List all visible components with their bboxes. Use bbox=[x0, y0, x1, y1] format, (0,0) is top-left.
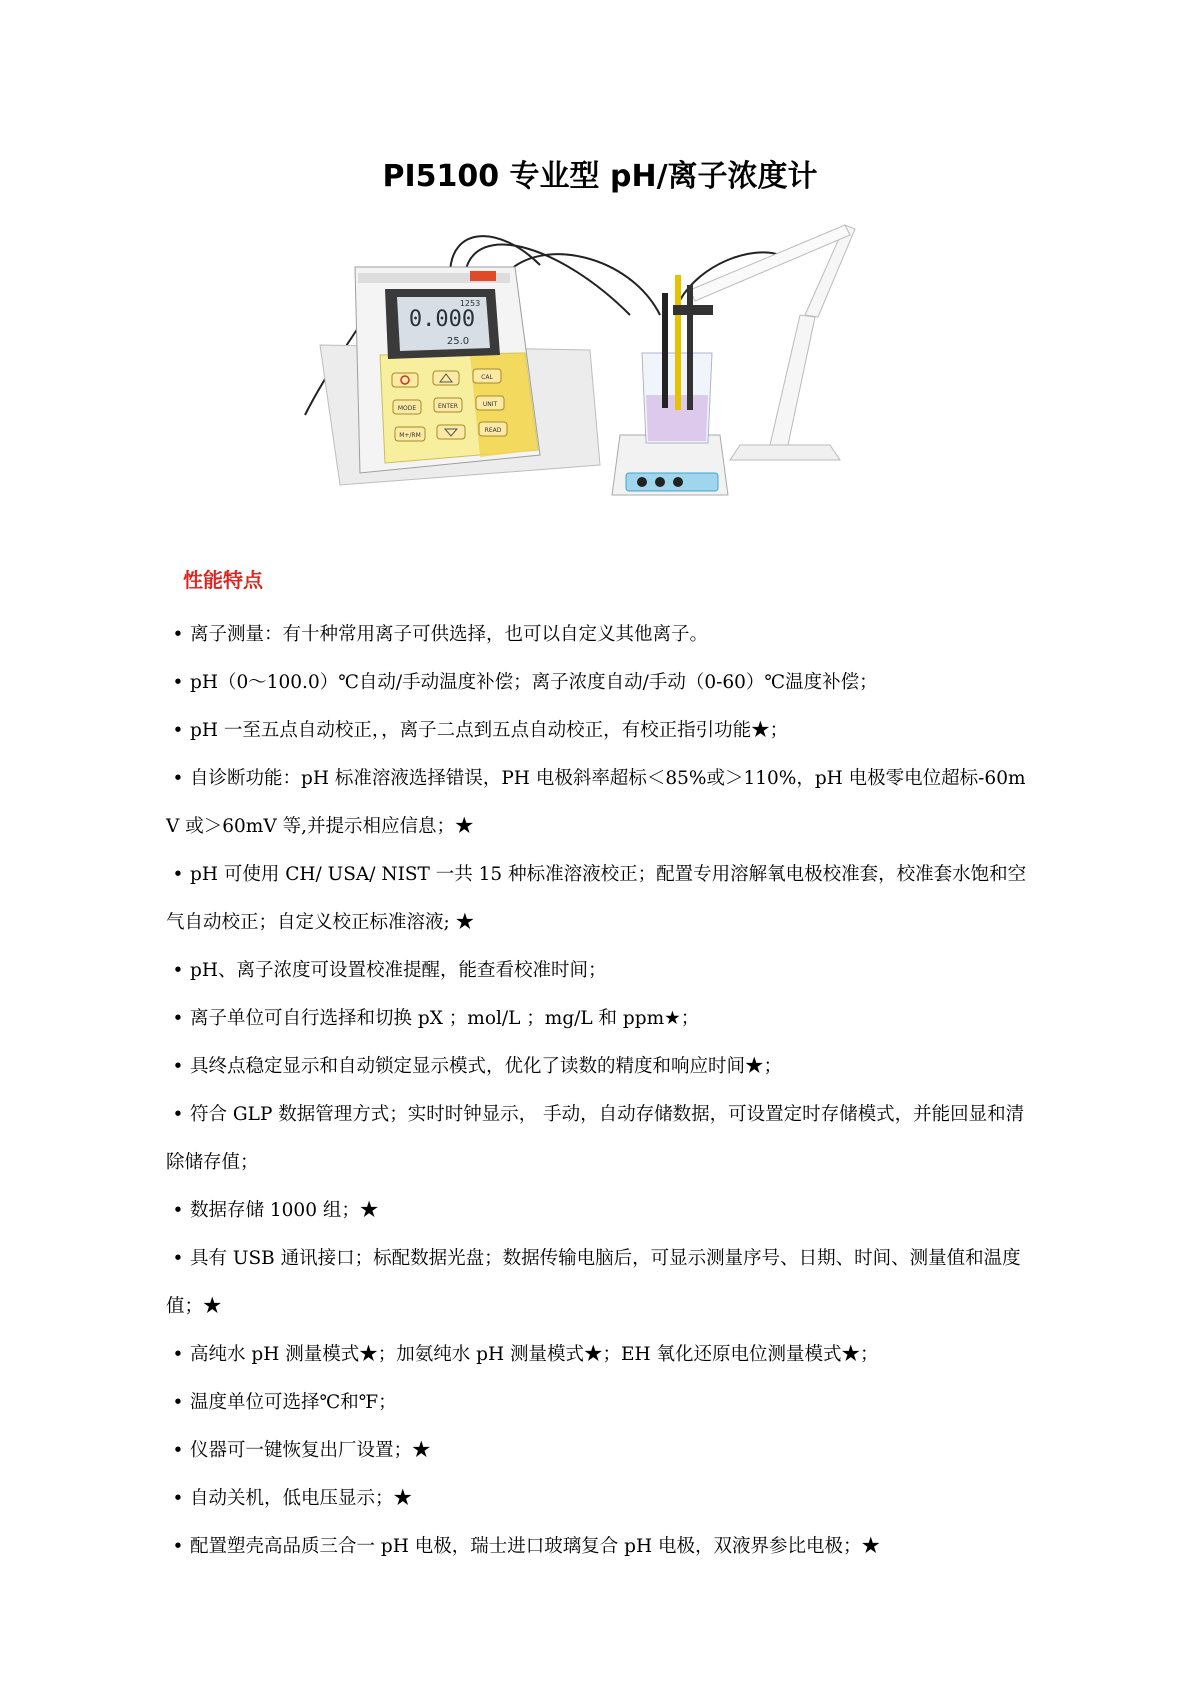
bullet-icon: • bbox=[172, 1536, 184, 1557]
bullet-icon: • bbox=[172, 1392, 184, 1413]
bullet-icon: • bbox=[172, 624, 184, 645]
feature-list bbox=[166, 611, 1036, 1571]
svg-text:CAL: CAL bbox=[481, 374, 493, 381]
bullet-icon: • bbox=[172, 1488, 184, 1509]
lcd-top-value: 1253 bbox=[459, 299, 481, 308]
list-item: • 高纯水 pH 测量模式★；加氨纯水 pH 测量模式★；EH 氧化还原电位测量模式★； bbox=[166, 1331, 1036, 1379]
bullet-icon: • bbox=[172, 864, 184, 885]
bullet-icon: • bbox=[172, 1248, 184, 1269]
list-item: • 自诊断功能：pH 标准溶液选择错误，PH 电极斜率超标＜85%或＞110%，pH 电极零电位超标-60mV 或＞60mV 等,并提示相应信息；★ bbox=[166, 755, 1036, 851]
list-item: • 配置塑壳高品质三合一 pH 电极，瑞士进口玻璃复合 pH 电极，双液界参比电极；★ bbox=[166, 1523, 1036, 1571]
lcd-main-value: 0.000 bbox=[408, 307, 476, 332]
bullet-icon: • bbox=[172, 960, 184, 981]
list-item: • 具终点稳定显示和自动锁定显示模式，优化了读数的精度和响应时间★； bbox=[166, 1043, 1036, 1091]
list-item: • 离子测量：有十种常用离子可供选择，也可以自定义其他离子。 bbox=[166, 611, 1036, 659]
list-item: • 离子单位可自行选择和切换 pX ；mol/L ；mg/L 和 ppm★； bbox=[166, 995, 1036, 1043]
bullet-icon: • bbox=[172, 1104, 184, 1125]
bullet-icon: • bbox=[172, 672, 184, 693]
list-item: • pH（0～100.0）℃自动/手动温度补偿；离子浓度自动/手动（0-60）℃温度补偿； bbox=[166, 659, 1036, 707]
lcd-temp-value: 25.0 bbox=[446, 336, 470, 347]
list-item: • 具有 USB 通讯接口；标配数据光盘；数据传输电脑后，可显示测量序号、日期、时间、测量值和温度值；★ bbox=[166, 1235, 1036, 1331]
svg-text:MODE: MODE bbox=[397, 405, 417, 412]
list-item: • 温度单位可选择℃和℉； bbox=[166, 1379, 1036, 1427]
bullet-icon: • bbox=[172, 768, 184, 789]
bullet-icon: • bbox=[172, 1200, 184, 1221]
list-item: • pH 一至五点自动校正，，离子二点到五点自动校正，有校正指引功能★； bbox=[166, 707, 1036, 755]
list-item: • pH 可使用 CH/ USA/ NIST 一共 15 种标准溶液校正；配置专用溶解氧电极校准套，校准套水饱和空气自动校正；自定义校正标准溶液; ★ bbox=[166, 851, 1036, 947]
list-item: • pH、离子浓度可设置校准提醒，能查看校准时间； bbox=[166, 947, 1036, 995]
list-item: • 自动关机，低电压显示；★ bbox=[166, 1475, 1036, 1523]
bullet-icon: • bbox=[172, 720, 184, 741]
bullet-icon: • bbox=[172, 1344, 184, 1365]
page-title: PI5100 专业型 pH/离子浓度计 bbox=[382, 159, 818, 194]
svg-text:UNIT: UNIT bbox=[482, 401, 498, 408]
section-heading: 性能特点 bbox=[183, 568, 263, 592]
list-item: • 符合 GLP 数据管理方式；实时时钟显示， 手动，自动存储数据，可设置定时存储模式，并能回显和清除储存值； bbox=[166, 1091, 1036, 1187]
product-image bbox=[300, 205, 910, 550]
bullet-icon: • bbox=[172, 1008, 184, 1029]
svg-text:M+/RM: M+/RM bbox=[399, 432, 421, 439]
list-item: • 数据存储 1000 组；★ bbox=[166, 1187, 1036, 1235]
svg-text:ENTER: ENTER bbox=[438, 403, 458, 410]
svg-text:READ: READ bbox=[484, 427, 502, 434]
bullet-icon: • bbox=[172, 1056, 184, 1077]
bullet-icon: • bbox=[172, 1440, 184, 1461]
list-item: • 仪器可一键恢复出厂设置；★ bbox=[166, 1427, 1036, 1475]
